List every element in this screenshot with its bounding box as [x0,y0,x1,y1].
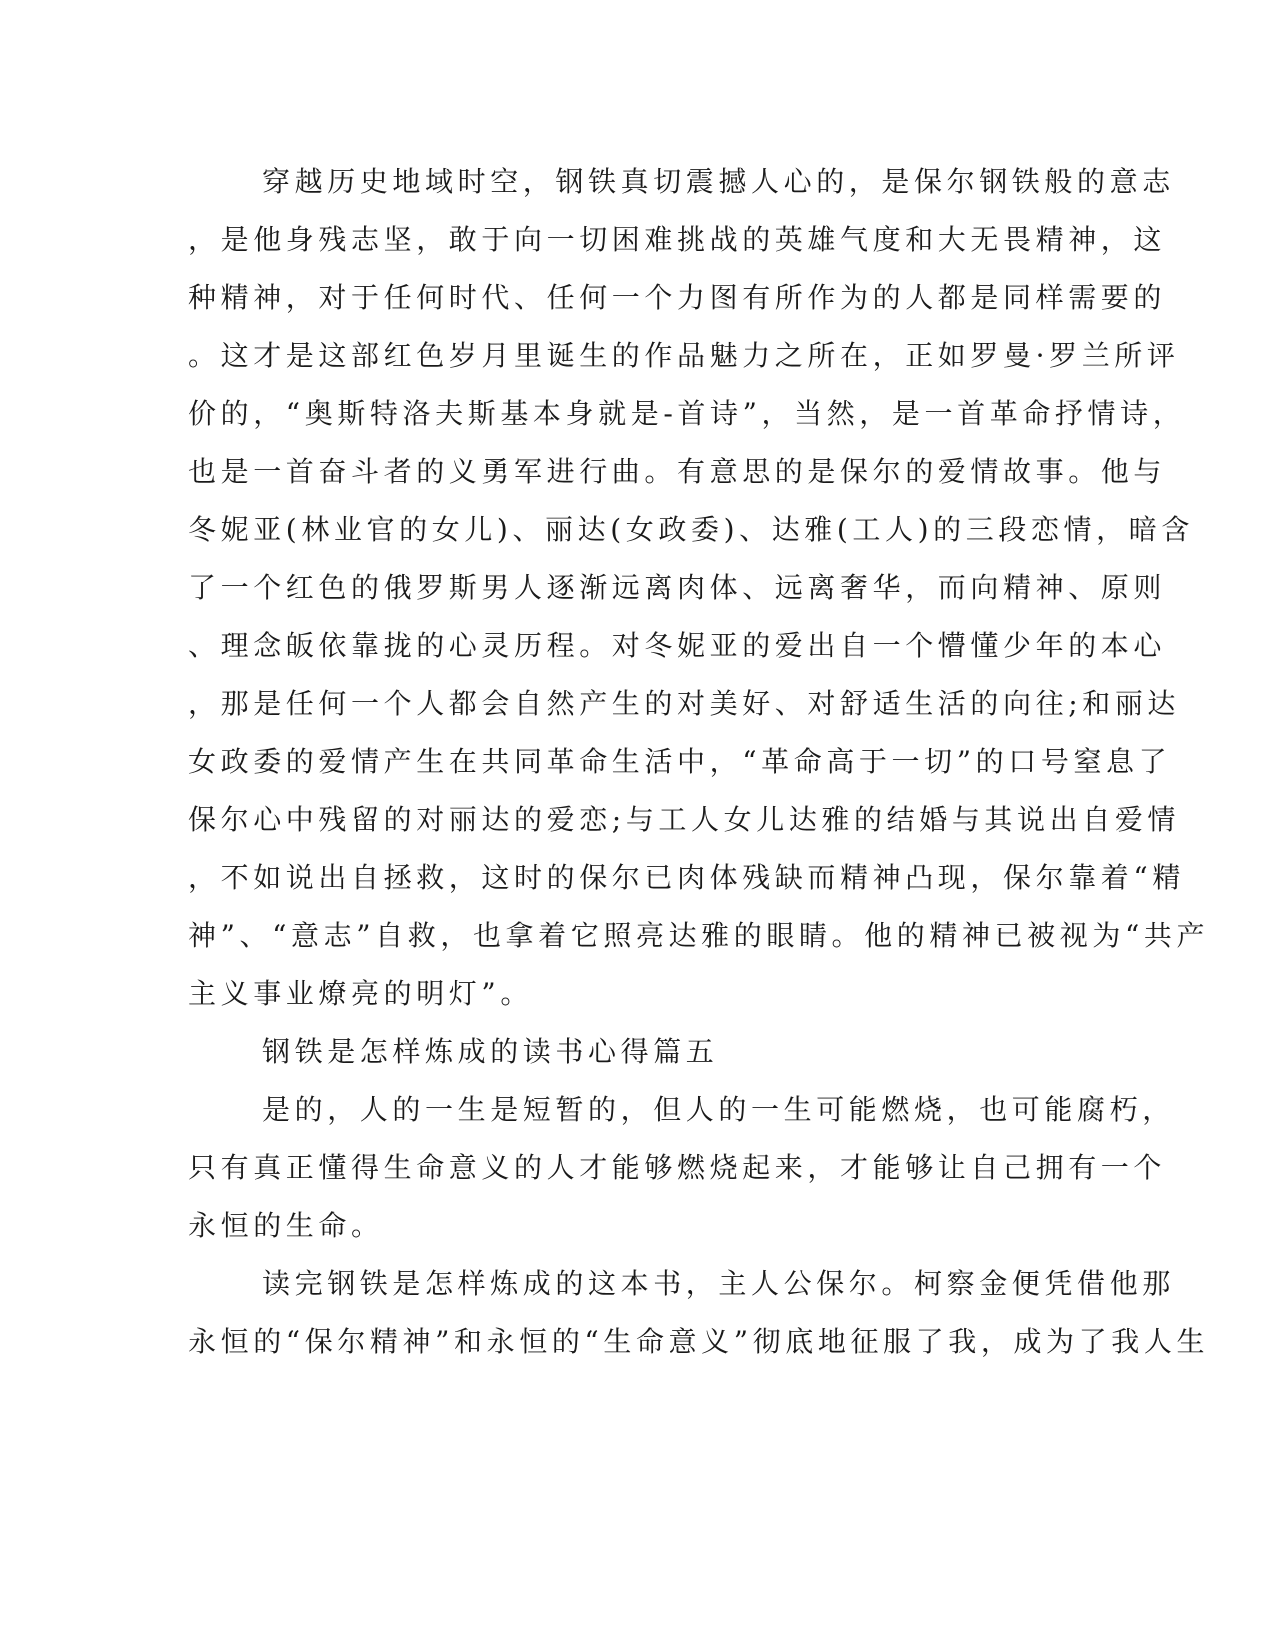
paragraph-line: 神”、“意志”自救，也拿着它照亮达雅的眼睛。他的精神已被视为“共产 [188,919,1210,952]
paragraph-line: 价的，“奥斯特洛夫斯基本身就是-首诗”，当然，是一首革命抒情诗， [188,397,1186,430]
paragraph-line: ，那是任何一个人都会自然产生的对美好、对舒适生活的向往;和丽达 [188,687,1181,720]
paragraph-line: 了一个红色的俄罗斯男人逐渐远离肉体、远离奢华，而向精神、原则 [188,571,1167,604]
paragraph-line: 是的，人的一生是短暂的，但人的一生可能燃烧，也可能腐朽， [262,1093,1175,1126]
paragraph-line: 。这才是这部红色岁月里诞生的作品魅力之所在，正如罗曼·罗兰所评 [188,339,1180,372]
paragraph-line: 穿越历史地域时空，钢铁真切震撼人心的，是保尔钢铁般的意志 [262,165,1175,198]
paragraph-line: ，是他身残志坚，敢于向一切困难挑战的英雄气度和大无畏精神，这 [188,223,1167,256]
paragraph-line: 女政委的爱情产生在共同革命生活中，“革命高于一切”的口号窒息了 [188,745,1172,778]
paragraph-line: ，不如说出自拯救，这时的保尔已肉体残缺而精神凸现，保尔靠着“精 [188,861,1185,894]
paragraph-line: 主义事业燎亮的明灯”。 [188,977,533,1010]
paragraph-line: 读完钢铁是怎样炼成的这本书，主人公保尔。柯察金便凭借他那 [262,1267,1175,1300]
paragraph-line: 只有真正懂得生命意义的人才能够燃烧起来，才能够让自己拥有一个 [188,1151,1167,1184]
paragraph-line: 永恒的生命。 [188,1209,384,1242]
section-heading: 钢铁是怎样炼成的读书心得篇五 [262,1035,719,1068]
paragraph-line: 永恒的“保尔精神”和永恒的“生命意义”彻底地征服了我，成为了我人生 [188,1325,1210,1358]
paragraph-line: 也是一首奋斗者的义勇军进行曲。有意思的是保尔的爱情故事。他与 [188,455,1167,488]
paragraph-line: 冬妮亚(林业官的女儿)、丽达(女政委)、达雅(工人)的三段恋情，暗含 [188,513,1194,546]
paragraph-line: 保尔心中残留的对丽达的爱恋;与工人女儿达雅的结婚与其说出自爱情 [188,803,1181,836]
paragraph-line: 种精神，对于任何时代、任何一个力图有所作为的人都是同样需要的 [188,281,1167,314]
paragraph-line: 、理念皈依靠拢的心灵历程。对冬妮亚的爱出自一个懵懂少年的本心 [188,629,1167,662]
